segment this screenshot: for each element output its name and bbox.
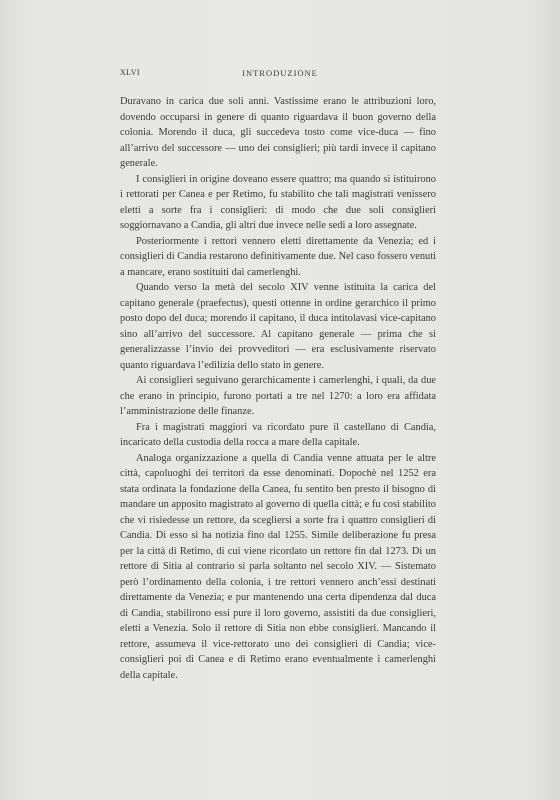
paragraph: Fra i magistrati maggiori va ricordato pure il castellano di Candia, incaricato della custodia della rocca a mare della capitale. xyxy=(120,421,436,448)
paragraph: Quando verso la metà del secolo XIV venne istituita la carica del capitano generale (praefectus), questi ottenne in ordine gerarchico il primo posto dopo del duca; morendo il capitano, il duca intitolavasi vice-capitano sino all’arrivo del successore. Al capitano generale — prima che si generalizzasse l’invio dei provveditori — era esclusivamente riservato quanto riguardava l’edilizia dello stato in genere. xyxy=(120,282,436,371)
paragraph: Analoga organizzazione a quella di Candia venne attuata per le altre città, capoluoghi dei territori da esse denominati. Dopochè nel 1252 era stata ordinata la fondazione della Canea, fu sentito ben presto il bisogno di mandare un apposito magistrato al governo di quella città; e fu così stabilito che vi risiedesse un rettore, da scegliersi a sorte fra i quattro consiglieri di Candia. Di esso si ha notizia fino dal 1255. Simile deliberazione fu presa per la città di Retimo, di cui viene ricordato un rettore fin dal 1273. Di un rettore di Sitia al contrario si parla soltanto nel secolo XIV. — Sistemato però l’ordinamento della colonia, i tre rettori vennero anch’essi destinati direttamente da Venezia; e pur mantenendo una certa dipendenza dal duca di Candia, stabilirono essi pure il loro governo, assistiti da due consiglieri, eletti a Venezia. Solo il rettore di Sitia non ebbe consiglieri. Mancando il rettore, assumeva il vice-rettorato uno dei consiglieri di Candia; vice-consiglieri poi di Canea e di Retimo erano eventualmente i camerlenghi della capitale. xyxy=(120,452,436,681)
page-number: XLVI xyxy=(120,68,140,77)
body-text xyxy=(120,94,436,683)
paragraph: I consiglieri in origine doveano essere quattro; ma quando si istituirono i rettorati per Canea e per Retimo, fu stabilito che tali magistrati venissero eletti a sorte fra i consiglieri: di modo che due soli consiglieri soggiornavano a Candia, gli altri due invece nelle sedi a loro assegnate. xyxy=(120,173,436,231)
running-title: INTRODUZIONE xyxy=(242,68,318,78)
running-head xyxy=(120,68,440,82)
paragraph: Ai consiglieri seguivano gerarchicamente i camerlenghi, i quali, da due che erano in principio, furono portati a tre nel 1270: a loro era affidata l’amministrazione delle finanze. xyxy=(120,375,436,417)
paragraph: Posteriormente i rettori vennero eletti direttamente da Venezia; ed i consiglieri di Candia restarono definitivamente due. Nel caso fossero venuti a mancare, erano sostituiti dai camerlenghi. xyxy=(120,235,436,278)
paragraph: Duravano in carica due soli anni. Vastissime erano le attribuzioni loro, dovendo occuparsi in genere di quanto riguardava il buon governo della colonia. Morendo il duca, gli succedeva tosto come vice-duca — fino all’arrivo del successore — uno dei consiglieri; più tardi invece il capitano generale. xyxy=(120,96,436,169)
